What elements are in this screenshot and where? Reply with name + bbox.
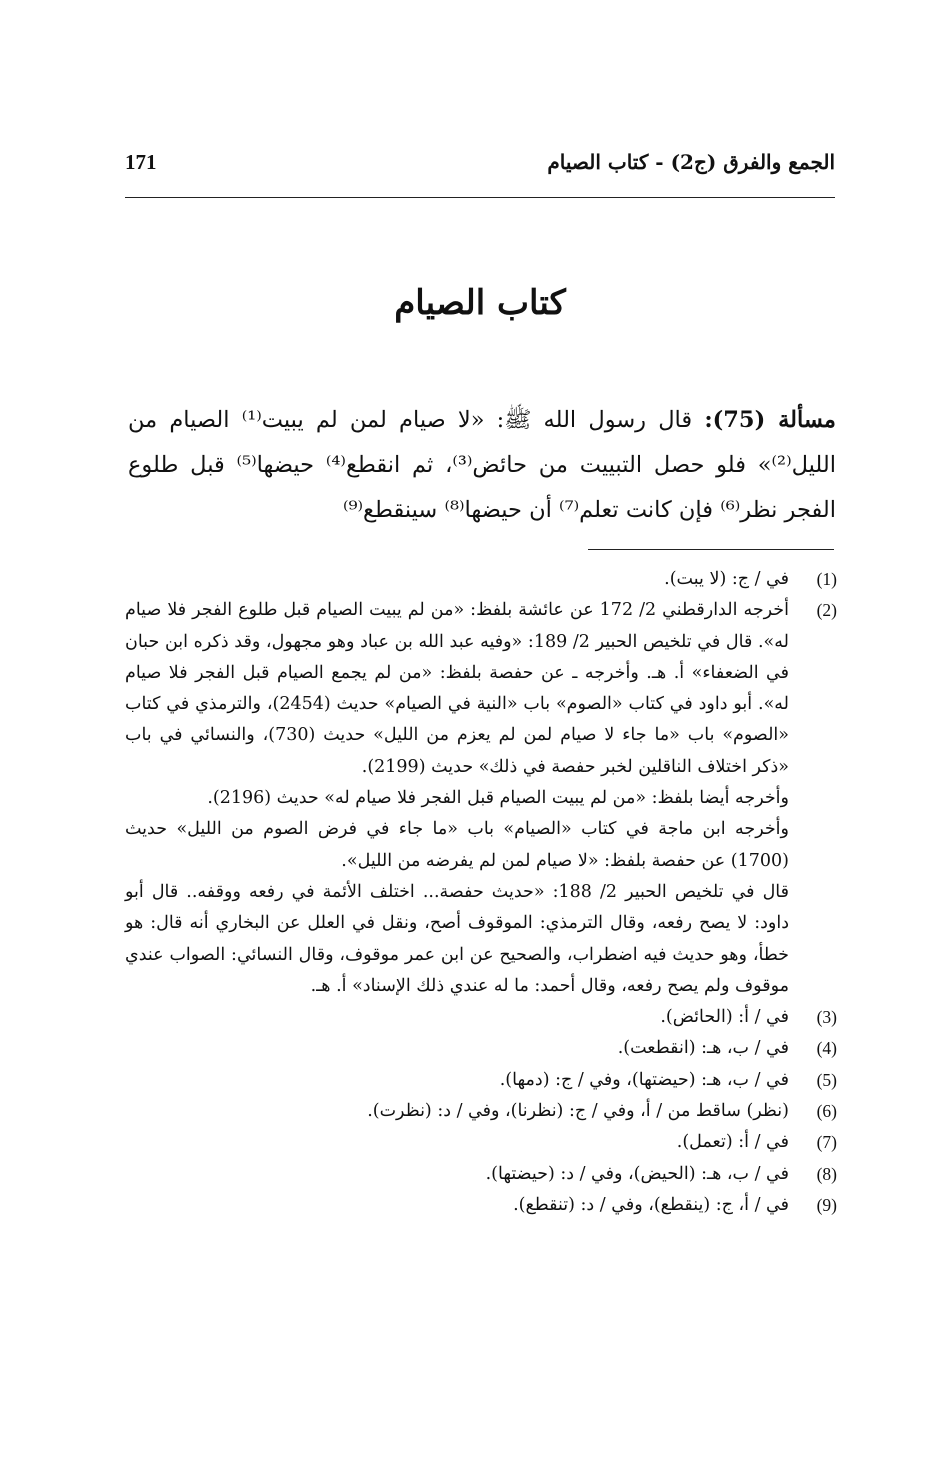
footnote-number: (8) [816,1163,837,1184]
main-text [128,398,836,533]
footnote-text: أخرجه الدارقطني 2/ 172 عن عائشة بلفظ: «من لم يبيت الصيام قبل طلوع الفجر فلا صيام له». قال في تلخيص الحبير 2/ 189: «وفيه عبد الله بن عباد وهو مجهول، وقد ذكره ابن حبان في الضعفاء» أ. هـ. وأخرجه ـ عن حفصة بلفظ: «من لم يجمع الصيام قبل الفجر فلا صيام له». أبو داود في كتاب «الصوم» باب «النية في الصيام» حديث (2454)، والترمذي في كتاب «الصوم» باب «ما جاء لا صيام لمن لم يعزم من الليل» حديث (730)، والنسائي في باب «ذكر اختلاف الناقلين لخبر حفصة في ذلك» حديث (2199). [125,600,790,777]
footnote-text: (نظر) ساقط من / أ، وفي / ج: (نظرنا)، وفي / د: (نظرت). [367,1101,789,1122]
footnote-number: (1) [816,569,837,589]
footnote [125,1002,837,1033]
footnote [125,595,837,1002]
footnote-text: في / ب، هـ: (حيضتها)، وفي / ج: (دمها). [499,1069,789,1090]
footnote-text: في / أ: (تعمل). [676,1132,789,1153]
footnote-text: في / أ: (الحائض). [660,1007,789,1028]
footnote-text: في / ب، هـ: (الحيض)، وفي / د: (حيضتها). [485,1163,789,1184]
header-rule [125,197,835,198]
footnote [125,1065,837,1096]
footnote-number: (5) [816,1069,837,1090]
footnote-number: (3) [816,1007,837,1028]
footnote-number: (7) [816,1132,837,1153]
footnote-text: وأخرجه أيضا بلفظ: «من لم يبيت الصيام قبل الفجر فلا صيام له» حديث (2196). [207,788,789,809]
issue-text: قال رسول الله ﷺ: «لا صيام لمن لم يبيت⁽¹⁾ الصيام من الليل⁽²⁾» فلو حصل التبييت من حائض⁽³⁾، ثم انقطع⁽⁴⁾ حيضها⁽⁵⁾ قبل طلوع الفجر نظر⁽⁶⁾ فإن كانت تعلم⁽⁷⁾ أن حيضها⁽⁸⁾ سينقطع⁽⁹⁾ [128,407,836,523]
footnote [125,564,837,595]
footnote-text: في / ب، هـ: (انقطعت). [617,1038,789,1059]
footnote [125,1127,837,1158]
footnote [125,1190,837,1221]
footnote-number: (4) [816,1038,837,1059]
footnote-text: وأخرجه ابن ماجة في كتاب «الصيام» باب «ما جاء في فرض الصوم من الليل» حديث (1700) عن حفصة بلفظ: «لا صيام لمن لم يفرضه من الليل». [125,819,789,871]
footnote [125,1033,837,1064]
footnote-text: في / ج: (لا يبت). [664,569,789,589]
running-title: الجمع والفرق (ج2) - كتاب الصيام [547,150,835,174]
footnote-text: قال في تلخيص الحبير 2/ 188: «حديث حفصة... اختلف الأئمة في رفعه ووقفه.. قال أبو داود: لا يصح رفعه، وقال الترمذي: الموقوف أصح، ونقل في العلل عن البخاري أنه قال: هو خطأ، وهو حديث فيه اضطراب، والصحيح عن ابن عمر موقوف، وقال النسائي: الصواب عندي موقوف ولم يصح رفعه، وقال أحمد: ما له عندي ذلك الإسناد» أ. هـ. [125,881,789,996]
footnote-number: (2) [816,600,837,621]
footnotes [125,564,837,1221]
chapter-title: كتاب الصيام [394,283,566,323]
footnote [125,1096,837,1127]
page-number: 171 [125,150,157,174]
issue-label: مسألة (75): [704,407,836,433]
page-header [125,150,835,190]
footnote-number: (9) [816,1194,837,1215]
footnote-separator [588,549,834,550]
footnote [125,1159,837,1190]
footnote-number: (6) [816,1101,837,1122]
footnote-text: في / أ، ج: (ينقطع)، وفي / د: (تنقطع). [513,1194,789,1215]
